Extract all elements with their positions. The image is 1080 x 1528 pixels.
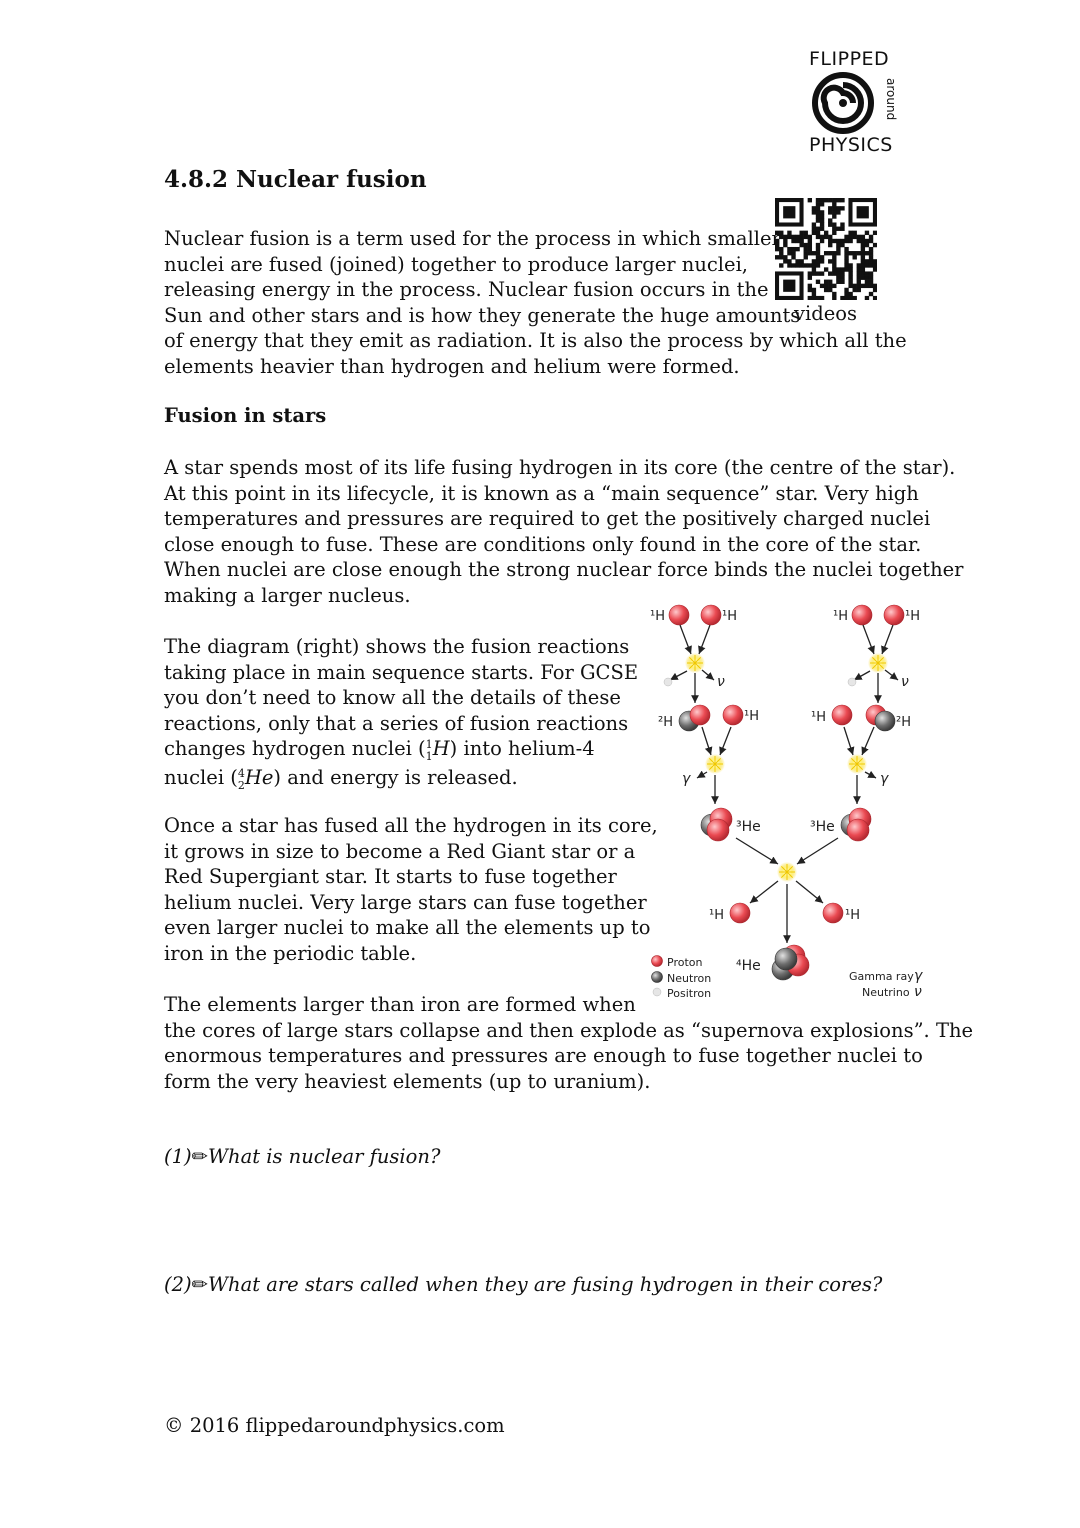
hydrogen-1-label: ¹H	[650, 609, 665, 624]
text-line: taking place in main sequence starts. For GCSE	[164, 660, 639, 684]
text-line: even larger nuclei to make all the elements up to	[164, 916, 651, 940]
legend-neutrino: Neutrino	[862, 986, 910, 999]
qr-module	[828, 210, 832, 214]
atomic-number: 2	[237, 778, 245, 792]
text-line: changes hydrogen nuclei ($^1_1$H) into helium-4	[164, 737, 595, 764]
qr-module	[820, 210, 824, 214]
proton-particle	[884, 605, 904, 625]
qr-module	[840, 198, 844, 202]
supernova-paragraph	[164, 992, 973, 1094]
qr-module	[832, 214, 836, 218]
proton-particle	[730, 903, 750, 923]
qr-module	[832, 202, 836, 206]
neutron-particle	[775, 948, 797, 970]
text-line: Once a star has fused all the hydrogen in its core,	[164, 814, 658, 837]
hydrogen-1-label: ¹H	[833, 609, 848, 624]
reaction-arrow	[862, 727, 874, 755]
text-line: At this point in its lifecycle, it is known as a “main sequence” star. Very high	[164, 481, 919, 505]
qr-module	[840, 206, 844, 210]
reaction-arrow	[670, 671, 687, 680]
qr-module	[816, 202, 820, 206]
page-title: 4.8.2 Nuclear fusion	[164, 166, 427, 193]
pencil-icon: ✏	[191, 1145, 208, 1168]
proton-proton-chain-diagram	[640, 600, 930, 1000]
qr-module	[828, 206, 832, 210]
text-line: temperatures and pressures are required to get the positively charged nuclei	[164, 507, 931, 531]
question-text: What is nuclear fusion?	[207, 1145, 441, 1168]
text-line: Nuclear fusion is a term used for the process in which smaller	[164, 227, 781, 250]
element-symbol: H	[432, 737, 450, 761]
qr-module	[816, 214, 820, 218]
hydrogen-2-label: ²H	[658, 715, 673, 730]
proton-particle	[847, 819, 869, 841]
qr-module	[836, 198, 840, 202]
question-number: (2)	[164, 1273, 192, 1296]
element-symbol: He	[244, 765, 274, 789]
qr-finder-module	[783, 206, 795, 218]
reaction-arrow	[796, 881, 823, 903]
qr-module	[828, 198, 832, 202]
legend-neutrino-symbol: ν	[914, 984, 922, 1000]
reaction-arrow	[797, 838, 838, 864]
neutrino-label: ν	[717, 674, 725, 690]
hydrogen-1-label: ¹H	[811, 710, 826, 725]
proton-particle	[723, 705, 743, 725]
helium-3-label: ³He	[810, 819, 835, 835]
legend-gamma-ray: Gamma ray	[849, 970, 914, 983]
qr-module	[816, 198, 820, 202]
qr-finder-module	[857, 206, 869, 218]
hydrogen-2-label: ²H	[896, 715, 911, 730]
reaction-arrow	[863, 625, 874, 654]
neutron-particle	[652, 972, 663, 983]
qr-module	[836, 206, 840, 210]
flipped-around-physics-logo	[806, 48, 901, 156]
proton-particle	[701, 605, 721, 625]
text-line: form the very heaviest elements (up to uranium).	[164, 1069, 651, 1093]
stars-paragraph	[164, 455, 964, 609]
reaction-arrow	[885, 670, 898, 680]
qr-module	[816, 206, 820, 210]
text-line: Red Supergiant star. It starts to fuse together	[164, 865, 617, 889]
qr-module	[820, 202, 824, 206]
text-line: elements heavier than hydrogen and helium were formed.	[164, 354, 740, 378]
legend-positron: Positron	[667, 987, 712, 1000]
hydrogen-1-label: ¹H	[744, 709, 759, 724]
legend-gamma-symbol: γ	[914, 968, 923, 984]
text-line: helium nuclei. Very large stars can fuse together	[164, 890, 647, 914]
proton-particle	[823, 903, 843, 923]
text-line: nuclei ($^4_2$He) and energy is released.	[164, 765, 518, 792]
qr-module	[832, 206, 836, 210]
reaction-arrow	[702, 670, 714, 680]
qr-module	[824, 198, 828, 202]
mass-number: 1	[425, 738, 433, 752]
neutrino-label: ν	[901, 674, 909, 690]
pencil-icon: ✏	[191, 1273, 208, 1296]
qr-module	[828, 218, 832, 222]
qr-module	[816, 210, 820, 214]
text-line: nuclei are fused (joined) together to produce larger nuclei,	[164, 252, 749, 276]
text-line: of energy that they emit as radiation. It is also the process by which all the	[164, 329, 907, 353]
question-1	[164, 1145, 440, 1168]
red-giant-paragraph	[164, 813, 658, 967]
logo-side-text: around	[884, 78, 898, 121]
qr-module	[820, 198, 824, 202]
text-line: the cores of large stars collapse and then explode as “supernova explosions”. The	[164, 1018, 974, 1042]
text-line: making a larger nucleus.	[164, 583, 411, 607]
text-line: reactions, only that a series of fusion reactions	[164, 711, 629, 735]
question-number: (1)	[164, 1145, 192, 1168]
hydrogen-1-label: ¹H	[845, 908, 860, 923]
text-line: enormous temperatures and pressures are enough to fuse together nuclei to	[164, 1044, 923, 1068]
logo-bottom-text: PHYSICS	[809, 134, 893, 156]
qr-module	[836, 210, 840, 214]
reaction-arrow	[854, 671, 870, 680]
positron-particle	[664, 678, 672, 686]
qr-caption: videos	[794, 302, 858, 325]
question-text: What are stars called when they are fusing hydrogen in their cores?	[207, 1273, 883, 1296]
proton-particle	[669, 605, 689, 625]
reaction-arrow	[720, 727, 731, 755]
qr-module	[832, 210, 836, 214]
text-line: A star spends most of its life fusing hydrogen in its core (the centre of the star).	[164, 456, 956, 479]
reaction-arrow	[844, 727, 853, 755]
qr-module	[812, 210, 816, 214]
qr-module	[812, 206, 816, 210]
reaction-arrow	[680, 625, 691, 654]
qr-module	[816, 218, 820, 222]
helium-4-label: ⁴He	[736, 958, 761, 974]
proton-particle	[852, 605, 872, 625]
reaction-arrow	[750, 881, 778, 903]
proton-particle	[707, 819, 729, 841]
gamma-label: γ	[880, 771, 889, 787]
reaction-arrow	[697, 772, 707, 778]
proton-particle	[832, 705, 852, 725]
legend-neutron: Neutron	[667, 972, 712, 985]
text-line: The elements larger than iron are formed when	[164, 993, 636, 1016]
hydrogen-1-label: ¹H	[905, 609, 920, 624]
question-2	[164, 1273, 882, 1296]
positron-particle	[653, 988, 661, 996]
reaction-arrow	[702, 727, 711, 755]
section-subheading: Fusion in stars	[164, 404, 327, 427]
text-line: The diagram (right) shows the fusion reactions	[164, 635, 630, 658]
reaction-arrow	[736, 838, 778, 864]
swirl-logo-icon	[812, 72, 874, 134]
logo-top-text: FLIPPED	[809, 48, 890, 70]
atomic-number: 1	[425, 750, 433, 764]
legend-proton: Proton	[667, 956, 703, 969]
mass-number: 4	[237, 766, 245, 780]
reaction-arrow	[882, 625, 893, 654]
footer-copyright: © 2016 flippedaroundphysics.com	[164, 1414, 505, 1437]
diagram-paragraph	[164, 634, 638, 794]
neutron-particle	[875, 711, 895, 731]
text-line: Sun and other stars and is how they generate the huge amounts	[164, 303, 801, 327]
qr-module	[808, 198, 812, 202]
reaction-arrow	[699, 625, 710, 654]
positron-particle	[848, 678, 856, 686]
proton-particle	[690, 705, 710, 725]
text-line: close enough to fuse. These are conditions only found in the core of the star.	[164, 532, 922, 556]
qr-module	[820, 218, 824, 222]
helium-3-label: ³He	[736, 819, 761, 835]
gamma-label: γ	[682, 771, 691, 787]
text-line: releasing energy in the process. Nuclear fusion occurs in the	[164, 278, 769, 302]
qr-module	[832, 198, 836, 202]
intro-paragraph	[164, 226, 907, 380]
proton-particle	[652, 956, 663, 967]
text-line: iron in the periodic table.	[164, 941, 417, 965]
hydrogen-1-label: ¹H	[709, 908, 724, 923]
reaction-arrow	[865, 772, 876, 778]
text-line: you don’t need to know all the details of these	[164, 686, 621, 710]
qr-module	[820, 214, 824, 218]
hydrogen-1-label: ¹H	[722, 609, 737, 624]
text-line: When nuclei are close enough the strong nuclear force binds the nuclei together	[164, 558, 964, 582]
text-line: it grows in size to become a Red Giant star or a	[164, 839, 636, 863]
